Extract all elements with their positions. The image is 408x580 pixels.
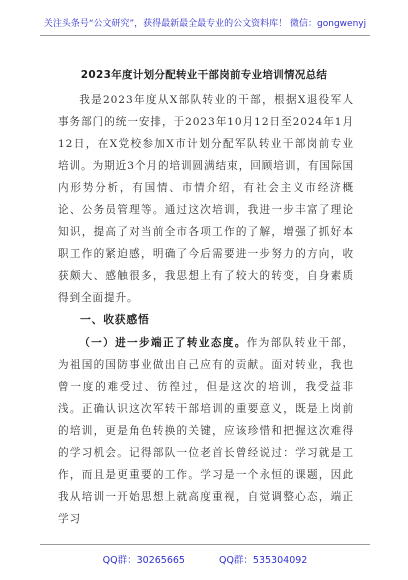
section-paragraph (58, 332, 354, 530)
subsection-body: 作为部队转业干部，为祖国的国防事业做出自己应有的贡献。面对转业，我也曾一度的难受过、彷徨过，但是这次的培训，我受益非浅。正确认识这次军转干部培训的重要意义，既是上岗前的培训，更是角色转换的关键，应该珍惜和把握这次难得的学习机会。记得部队一位老首长曾经说过：学习就是工作，而且是更重要的工作。学习是一个永恒的课题，因此我从培训一开始思想上就高度重视，自觉调整心态，端正学习 (58, 337, 354, 525)
subsection-lead: （一）进一步端正了转业态度。 (79, 337, 247, 349)
page-header-banner: 关注头条号“公文研究”，获得最新最全最专业的公文资料库！ 微信：gongwenyj (40, 16, 370, 36)
footer-qq-group-2: QQ群：535304092 (218, 555, 308, 566)
intro-paragraph: 我是2023年度从X部队转业的干部，根据X退役军人事务部门的统一安排，于2023年10月12日至2024年1月12日，在X党校参加X市计划分配军队转业干部岗前专业培训。为期近3个月的培训圆满结束，回顾培训，有国际国内形势分析，有国情、市情介绍，有社会主义市经济概论、公务员管理等。通过这次培训，我进一步丰富了理论知识，提高了对当前全市各项工作的了解，增强了抓好本职工作的紧迫感，明确了今后需要进一步努力的方向，收获颇大、感触很多，我思想上有了较大的转变，自身素质得到全面提升。 (58, 94, 354, 304)
section-heading: 一、收获感悟 (80, 313, 150, 326)
footer-qq-group-1: QQ群：30265665 (102, 555, 185, 566)
document-title: 2023年度计划分配转业干部岗前专业培训情况总结 (80, 69, 328, 81)
page-footer (40, 544, 370, 566)
